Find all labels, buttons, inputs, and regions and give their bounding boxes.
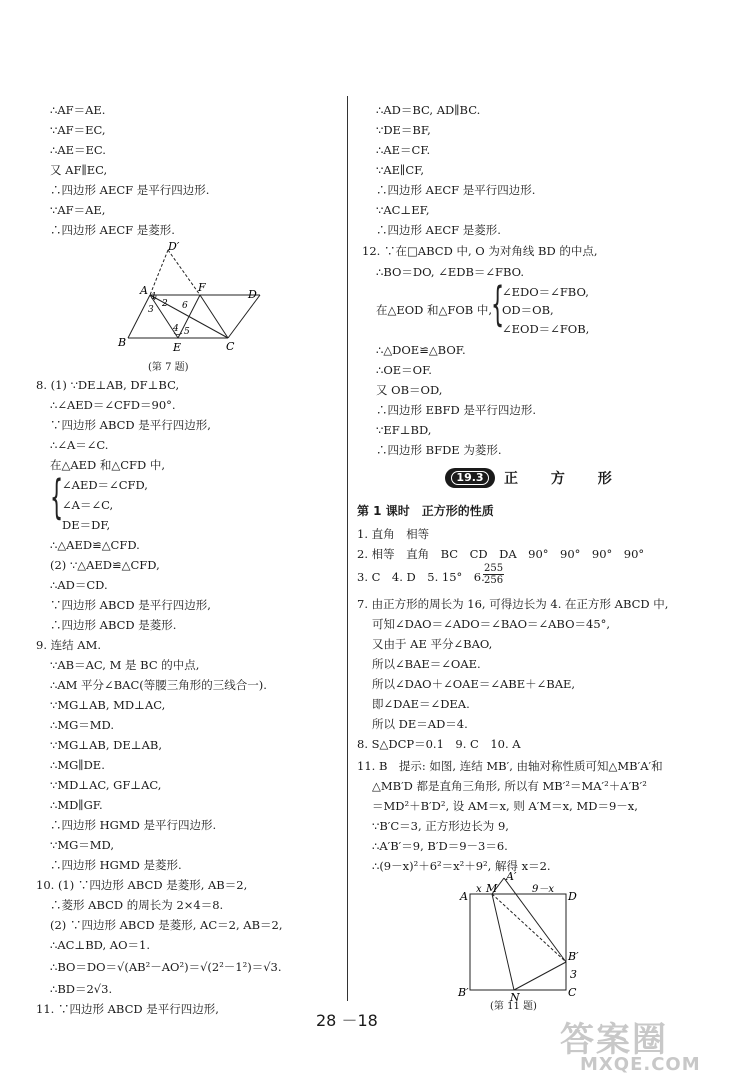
text-line: ∵AF＝AE, [50,203,106,217]
text-line: ∵四边形 ABCD 是平行四边形, [50,418,211,432]
text-line: ∴△AED≌△CFD. [50,538,140,552]
fig7-label: E [173,341,182,354]
text-line: ∴AD＝CD. [50,578,108,592]
text-line: ∵B′C＝3, 正方形边长为 9, [372,819,509,833]
fig7-label: 5 [184,327,190,337]
fraction-numerator: 255 [484,563,504,574]
text-line: ∴MG＝MD. [50,718,115,732]
text-line: ∵AC⊥EF, [376,203,430,217]
text-line: (2) ∵四边形 ABCD 是菱形, AC＝2, AB＝2, [50,918,283,932]
text-line: 3. C 4. D 5. 15° 6. [357,570,485,584]
text-line: ∴AE＝EC. [50,143,106,157]
text-line: DE＝DF, [62,518,111,532]
text-line: ∴MD∥GF. [50,798,103,812]
text-line: ∠EDO＝∠FBO, [502,285,589,299]
fig7-label: A [140,284,148,297]
text-line: 在△AED 和△CFD 中, [50,458,166,472]
section-number-badge [445,468,495,488]
text-line: ∴BO＝DO, ∠EDB＝∠FBO. [376,265,525,279]
text-line: ∴△DOE≌△BOF. [376,343,466,357]
brace: { [491,277,505,331]
fig7-label: C [226,340,235,353]
watermark [560,1012,701,1075]
text-line: 8. (1) ∵DE⊥AB, DF⊥BC, [36,378,180,392]
fraction-denominator: 256 [484,575,504,586]
fig7-label: 3 [148,305,154,315]
text-line: 2. 相等 直角 BC CD DA 90° 90° 90° 90° [357,547,645,561]
text-line: ∴(9－x)²＋6²＝x²＋9², 解得 x＝2. [372,859,551,873]
fig11-label: B′ [458,986,469,999]
figure-7-caption: (第 7 题) [148,362,189,373]
text-line: ∴四边形 HGMD 是菱形. [50,858,182,872]
text-line: ∠AED＝∠CFD, [62,478,148,492]
fig7-label: F [198,281,206,294]
text-line: ∴AF＝AE. [50,103,106,117]
fig7-label: 2 [162,299,168,309]
figure-11-caption: (第 11 题) [490,1001,537,1012]
text-line: ∵MG＝MD, [50,838,115,852]
text-line: 所以∠DAO＋∠OAE＝∠ABE＋∠BAE, [372,677,576,691]
fig7-label: D′ [168,240,180,253]
text-line: 所以∠BAE＝∠OAE. [372,657,481,671]
fig11-label: C [568,986,577,999]
text-line: ∴四边形 ABCD 是菱形. [50,618,177,632]
fig7-label: 4 [173,324,179,334]
text-line: (2) ∵△AED≌△CFD, [50,558,160,572]
fig11-label: D [568,890,577,903]
text-line: ∴BO＝DO＝√(AB²－AO²)＝√(2²－1²)＝√3. [50,960,282,974]
text-line: ∵四边形 ABCD 是平行四边形, [50,598,211,612]
fig11-label: A [460,890,468,903]
text-line: ∠A＝∠C, [62,498,114,512]
watermark-url: MXQE.COM [580,1054,701,1075]
text-line: ∵EF⊥BD, [376,423,432,437]
text-line: 又 OB＝OD, [376,383,443,397]
text-line: ∴四边形 AECF 是菱形. [376,223,501,237]
fig7-label: B [118,336,127,349]
section-title: 正 方 形 [504,471,626,487]
fig11-label: x [476,884,482,895]
text-line: 9. 连结 AM. [36,638,102,652]
text-line: ∠EOD＝∠FOB, [502,322,590,336]
text-line: ∵AF＝EC, [50,123,106,137]
text-line: 在△EOD 和△FOB 中, [376,303,493,317]
fig11-label: A′ [506,870,517,883]
fig11-label: B′ [568,950,579,963]
text-line: 所以 DE＝AD＝4. [372,717,468,731]
text-line: ∴四边形 AECF 是菱形. [50,223,175,237]
text-line: ∴四边形 EBFD 是平行四边形. [376,403,537,417]
text-line: ∴∠A＝∠C. [50,438,109,452]
lesson-subheading: 第 1 课时 正方形的性质 [357,504,494,518]
text-line: ∴BD＝2√3. [50,982,113,996]
text-line: 即∠DAE＝∠DEA. [372,697,470,711]
text-line: 可知∠DAO＝∠ADO＝∠BAO＝∠ABO＝45°, [372,617,611,631]
text-line: ∴菱形 ABCD 的周长为 2×4＝8. [50,898,224,912]
column-divider [347,96,348,1001]
text-line: 11. B 提示: 如图, 连结 MB′, 由轴对称性质可知△MB′A′和 [357,759,663,773]
section-number: 19.3 [451,471,489,485]
text-line: ∴AM 平分∠BAC(等腰三角形的三线合一). [50,678,267,692]
fig11-label: N [510,991,520,1002]
text-line: OD＝OB, [502,303,554,317]
text-line: △MB′D 都是直角三角形, 所以有 MB′²＝MA′²＋A′B′² [372,779,647,793]
text-line: ∴四边形 AECF 是平行四边形. [376,183,536,197]
text-line: ∵AE∥CF, [376,163,424,177]
fig7-label: 1 [151,292,157,302]
text-line: 12. ∵在□ABCD 中, O 为对角线 BD 的中点, [362,244,598,258]
text-line: ∵MG⊥AB, MD⊥AC, [50,698,166,712]
text-line: ∴AC⊥BD, AO＝1. [50,938,151,952]
text-line: ＝MD²＋B′D², 设 AM＝x, 则 A′M＝x, MD＝9－x, [372,799,638,813]
fig11-label: 9－x [532,884,555,895]
text-line: ∴A′B′＝9, B′D＝9－3＝6. [372,839,508,853]
text-line: 又由于 AE 平分∠BAO, [372,637,493,651]
fig11-label: 3 [570,968,577,981]
text-line: ∵MD⊥AC, GF⊥AC, [50,778,162,792]
text-line: ∴∠AED＝∠CFD＝90°. [50,398,176,412]
text-line: 7. 由正方形的周长为 16, 可得边长为 4. 在正方形 ABCD 中, [357,597,669,611]
watermark-logo: 答案圈 [560,1020,668,1060]
text-line: ∵MG⊥AB, DE⊥AB, [50,738,163,752]
fig11-label: M [486,882,498,895]
text-line: ∵AB＝AC, M 是 BC 的中点, [50,658,200,672]
figure-7 [110,238,270,374]
page-number: 28 －18 [316,1011,378,1030]
text-line: ∴四边形 AECF 是平行四边形. [50,183,210,197]
text-line: ∴四边形 HGMD 是平行四边形. [50,818,217,832]
text-line: 10. (1) ∵四边形 ABCD 是菱形, AB＝2, [36,878,248,892]
text-line: ∴OE＝OF. [376,363,432,377]
text-line: ∵DE＝BF, [376,123,431,137]
text-line: 11. ∵四边形 ABCD 是平行四边形, [36,1002,219,1016]
fig7-label: 6 [182,301,188,311]
fraction-answer [483,563,504,586]
text-line: 1. 直角 相等 [357,527,430,541]
text-line: ∴MG∥DE. [50,758,105,772]
text-line: ∴四边形 BFDE 为菱形. [376,443,502,457]
figure-11 [456,870,596,1002]
text-line: 8. S△DCP＝0.1 9. C 10. A [357,737,521,751]
text-line: ∴AD＝BC, AD∥BC. [376,103,481,117]
text-line: ∴AE＝CF. [376,143,431,157]
text-line: 又 AF∥EC, [50,163,108,177]
fig7-label: D [248,288,257,301]
brace: { [50,470,64,524]
